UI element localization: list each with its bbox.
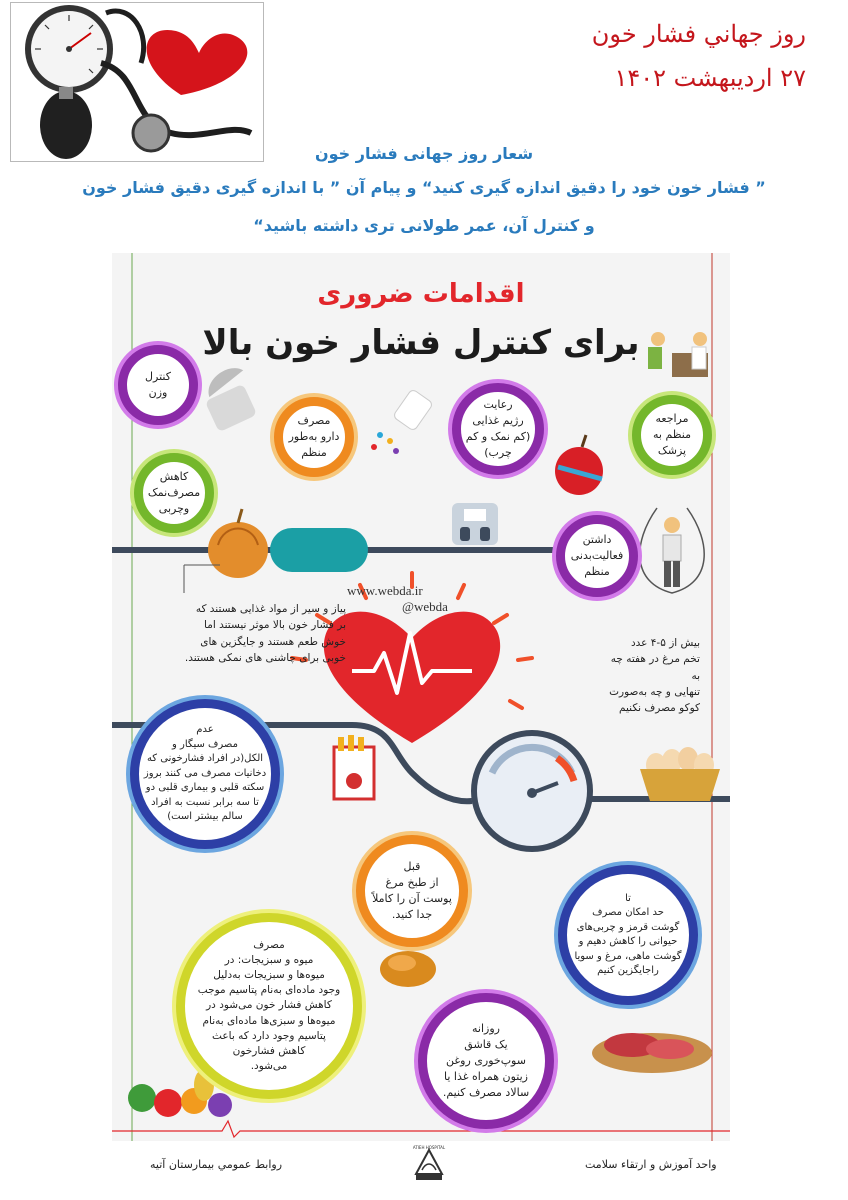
text-line: مصرف: [297, 414, 331, 428]
apple-icon: [555, 435, 603, 495]
cigarette-pack-icon: [334, 735, 374, 799]
text-line: مصرف‌نمک: [147, 486, 201, 500]
text-line: حد امکان مصرف: [592, 907, 664, 918]
slogan-label: شعار روز جهانی فشار خون: [314, 144, 534, 163]
bubble-oil-text: [443, 1021, 529, 1101]
bubble-diet: [452, 383, 544, 475]
text-line: کوکو مصرف نکنیم: [619, 702, 700, 715]
text-line: پوست آن را کاملاً: [372, 892, 452, 905]
bubble-smoking: [130, 699, 280, 849]
text-line: گوشت قرمز و چربی‌های: [576, 921, 680, 933]
exercise-icon: [640, 508, 704, 593]
text-line: بیش از ۵-۴ عدد: [630, 637, 700, 649]
bubble-medication-text: [289, 413, 340, 461]
text-line: وزن: [148, 386, 168, 399]
bubble-weight-text: [145, 369, 171, 401]
text-line: مصرف سیگار و: [172, 738, 238, 750]
text-line: مراجعه: [655, 412, 689, 426]
text-line: می‌شود.: [250, 1060, 288, 1073]
text-line: سکته قلبی و بیماری قلبی دو: [145, 782, 265, 794]
text-line: دخانیات مصرف می کنند بروز: [143, 767, 267, 779]
text-line: گوشت ماهی، مرغ و سویا: [574, 950, 682, 962]
text-line: کنترل: [145, 370, 171, 384]
text-line: خوبی برای چاشنی های نمکی هستند.: [184, 651, 346, 664]
watermark-url: www.webda.ir: [347, 583, 423, 598]
text-line: عدم: [196, 724, 214, 736]
text-line: میوه‌ها و سبزی‌ها ماده‌ای به‌نام: [202, 1014, 336, 1027]
scale-icon: [452, 503, 498, 545]
bubble-fruit: [176, 913, 362, 1099]
text-line: پزشک: [657, 443, 687, 457]
text-line: بر فشار خون بالا موثر نیستند اما: [204, 619, 346, 632]
text-line: سالم بیشتر است): [167, 811, 243, 823]
bubble-activity: [556, 515, 638, 597]
slogan-line-2: و کنترل آن، عمر طولانی تری داشته باشید“: [253, 216, 595, 235]
text-line: وجود ماده‌ای به‌نام پتاسیم موجب: [197, 984, 341, 997]
text-line: قبل: [403, 860, 421, 874]
text-line: داشتن: [582, 533, 612, 547]
heading-big: برای کنترل فشار خون بالا: [202, 323, 640, 363]
infographic: [112, 253, 730, 1141]
text-line: تنهایی و چه به‌صورت: [609, 685, 700, 698]
bubble-doctor: [632, 395, 712, 475]
salt-shaker-icon: [202, 363, 257, 432]
bubble-chicken: [356, 835, 468, 947]
text-line: یک قاشق: [464, 1038, 508, 1052]
text-line: منظم به: [653, 428, 692, 442]
pill-bottle-icon: [371, 389, 433, 454]
text-line: منظم: [584, 564, 610, 578]
text-line: حیوانی را کاهش دهیم و: [578, 936, 678, 947]
footer-right: واحد آموزش و ارتقاء سلامت: [585, 1158, 717, 1171]
text-line: تا سه برابر نسبت به افراد: [151, 796, 259, 808]
note-eggs: [600, 635, 700, 716]
text-line: الکل(در افراد فشارخونی که: [146, 753, 264, 765]
bubble-medication: [274, 397, 354, 477]
text-line: راجایگزین کنیم: [597, 965, 659, 976]
text-line: چرب): [484, 445, 512, 459]
text-line: (کم نمک و کم: [465, 430, 531, 443]
teal-capsule: [270, 528, 368, 572]
text-line: رعایت: [483, 398, 513, 412]
bubble-smoking-text: [144, 723, 266, 825]
text-line: تا: [625, 892, 631, 904]
bubble-meat: [558, 865, 698, 1005]
text-line: پتاسیم وجود دارد که باعث: [212, 1029, 326, 1042]
bubble-doctor-text: [653, 411, 691, 459]
text-line: دارو به‌طور: [288, 430, 340, 444]
bubble-oil: [418, 993, 554, 1129]
bubble-meat-text: [574, 892, 681, 979]
text-line: خوش طعم هستند و جایگزین های: [200, 635, 346, 648]
text-line: کاهش: [159, 470, 189, 484]
text-line: و‌چربی: [158, 501, 190, 515]
text-line: روزانه: [472, 1022, 500, 1036]
bubble-weight: [118, 345, 198, 425]
chicken-icon: [380, 951, 436, 987]
text-line: مصرف: [253, 938, 285, 951]
text-line: فعالیت‌بدنی: [570, 549, 624, 563]
text-line: میوه و سبزیجات: در: [224, 953, 314, 966]
text-line: جدا کنید.: [391, 907, 433, 921]
meat-icon: [592, 1033, 712, 1073]
text-line: تخم مرغ در هفته چه به: [610, 653, 700, 682]
eggs-basket-icon: [640, 747, 720, 801]
bubble-diet-text: [466, 397, 530, 461]
blood-pressure-image: [10, 2, 264, 162]
text-line: کاهش فشار خون می‌شود در: [206, 999, 332, 1012]
bubble-activity-text: [571, 532, 623, 580]
text-line: کاهش فشارخون: [232, 1045, 306, 1058]
bubble-chicken-text: [372, 859, 452, 923]
text-line: زیتون همراه غذا یا: [444, 1069, 528, 1083]
page-title: روز جهاني فشار خون: [591, 20, 806, 48]
text-line: از طبخ مرغ: [385, 876, 439, 890]
heading-small: اقدامات ضروری: [317, 279, 525, 309]
bubble-salt-text: [148, 469, 200, 517]
watermark-handle: @webda: [402, 599, 448, 614]
page-date: ۲۷ اردیبهشت ۱۴۰۲: [614, 64, 806, 92]
slogan-line-1: ” فشار خون خود را دقیق اندازه گیری کنید“ و پیام آن ” با اندازه گیری دقیق فشار خون: [82, 178, 766, 197]
bubble-fruit-text: [198, 938, 340, 1075]
svg-text:ATIEH HOSPITAL: ATIEH HOSPITAL: [412, 1145, 446, 1150]
note-onion: [126, 601, 346, 666]
text-line: سوپ‌خوری روغن: [446, 1054, 526, 1068]
text-line: رژیم غذایی: [472, 414, 524, 428]
text-line: پیاز و سیر از مواد غذایی هستند که: [195, 603, 346, 615]
bubble-salt: [134, 453, 214, 533]
heart-icon: [147, 30, 248, 95]
text-line: سالاد مصرف کنیم.: [442, 1085, 530, 1099]
text-line: میوه‌ها و سبزیجات به‌دلیل: [213, 968, 325, 981]
text-line: منظم: [301, 445, 327, 459]
footer-left: روابط عمومي بيمارستان آتيه: [150, 1158, 283, 1171]
hospital-logo-icon: [412, 1144, 446, 1184]
